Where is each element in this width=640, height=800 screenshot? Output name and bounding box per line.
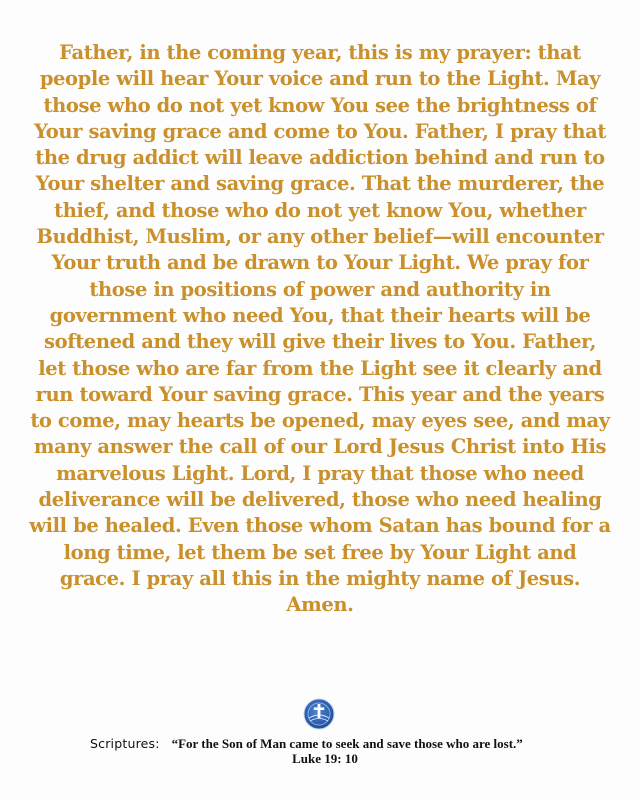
- scripture-block: [90, 736, 560, 767]
- scripture-label: Scriptures:: [90, 736, 160, 751]
- scripture-line: [90, 736, 560, 751]
- scripture-quote: “For the Son of Man came to seek and save those who are lost.”: [171, 736, 523, 751]
- scripture-reference: Luke 19: 10: [292, 751, 358, 766]
- prayer-text: Father, in the coming year, this is my prayer: that people will hear Your voice and run to the Light. May those who do not yet know You see the brightness of Your saving grace and come to You. Father, I pray that the drug addict will leave addiction behind and run to Your shelter and saving grace. That the murderer, the thief, and those who do not yet know You, whether Buddhist, Muslim, or any other belief—will encounter Your truth and be drawn to Your Light. We pray for those in positions of power and authority in government who need You, that their hearts will be softened and they will give their lives to You. Father, let those who are far from the Light see it clearly and run toward Your saving grace. This year and the years to come, may hearts be opened, may eyes see, and may many answer the call of our Lord Jesus Christ into His marvelous Light. Lord, I pray that those who need deliverance will be delivered, those who need healing will be healed. Even those whom Satan has bound for a long time, let them be set free by Your Light and grace. I pray all this in the mighty name of Jesus. Amen.: [29, 41, 611, 617]
- cross-globe-logo-icon: [303, 698, 335, 730]
